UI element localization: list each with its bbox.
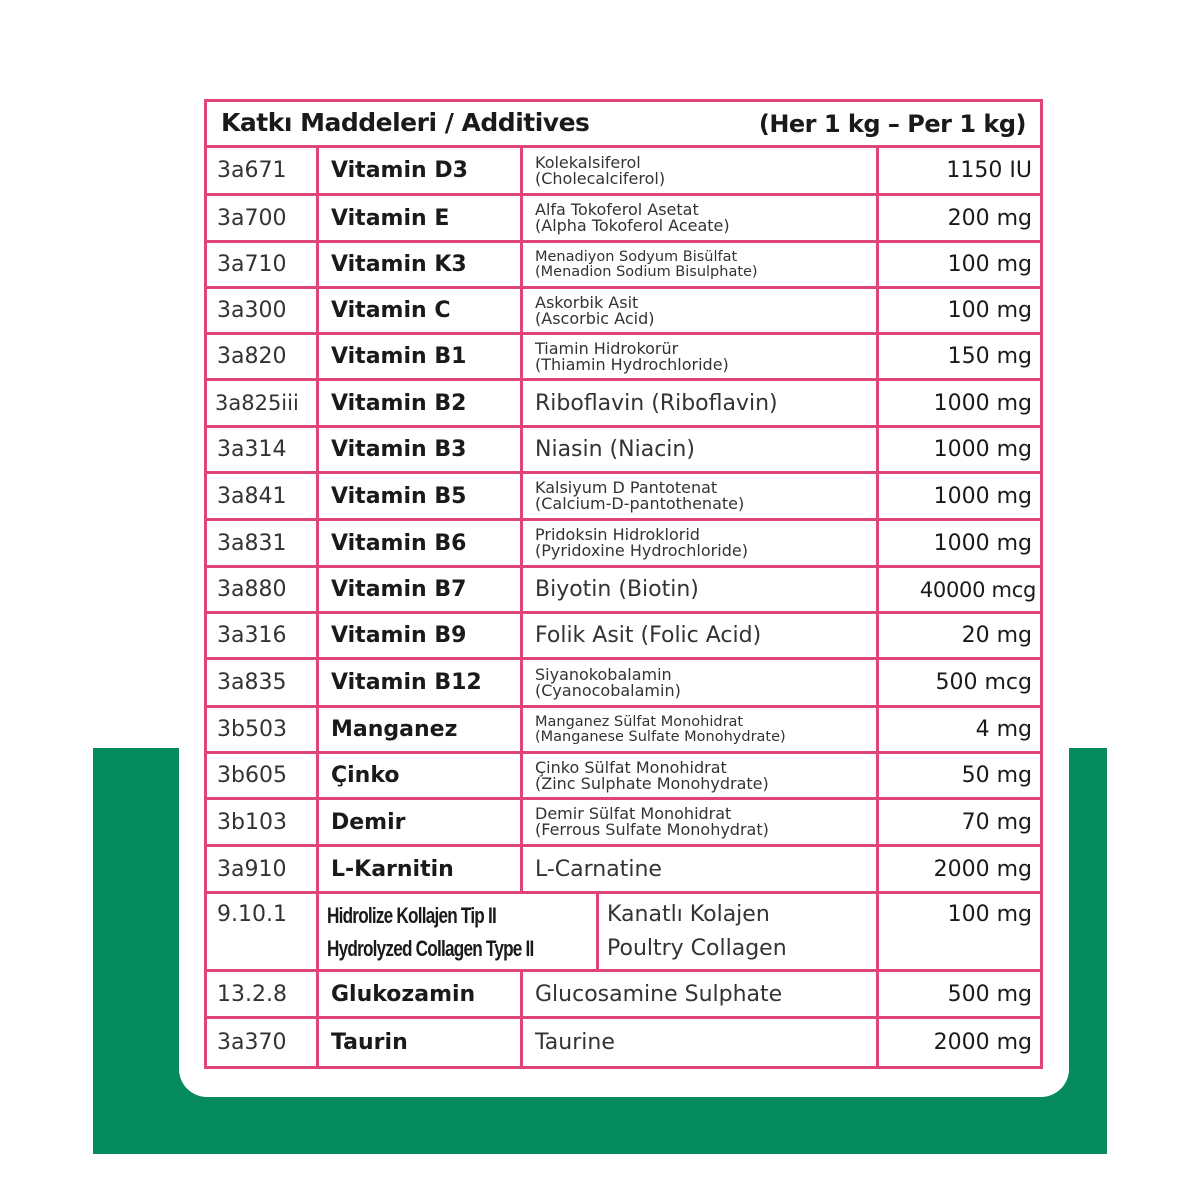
description-tr: Tiamin Hidrokorür [535,338,679,358]
description-tr: Pridoksin Hidroklorid [535,525,700,544]
description-en: (Menadion Sodium Bisulphate) [535,263,758,280]
table-row [207,894,1040,972]
table-title: Katkı Maddeleri / Additives [221,108,590,137]
additive-code: 3a700 [207,196,319,240]
description-tr: Çinko Sülfat Monohidrat [535,757,727,777]
table-row [207,800,1040,847]
additive-description: Biyotin (Biotin) [523,568,879,611]
description-en: (Zinc Sulphate Monohydrate) [535,773,769,793]
additive-amount: 4 mg [975,717,1032,742]
description-tr: Demir Sülfat Monohidrat [535,804,732,823]
additive-name: Vitamin B7 [319,568,523,611]
additive-description [523,708,879,751]
additive-amount: 2000 mg [933,856,1032,882]
table-row [207,972,1040,1019]
additive-description [523,148,879,193]
additive-code: 3a820 [207,335,319,378]
additive-amount: 1000 mg [933,530,1032,556]
description-tr: Manganez Sülfat Monohidrat [535,713,744,730]
additive-code: 3a300 [207,289,319,332]
additive-description [523,521,879,565]
additive-amount: 2000 mg [933,1030,1032,1055]
description-tr: Kalsiyum D Pantotenat [535,478,718,497]
description-en: (Cholecalciferol) [535,168,666,188]
additive-code: 3b503 [207,708,319,751]
table-row [207,708,1040,754]
additive-description: L-Carnatine [523,847,879,891]
description-tr: Siyanokobalamin [535,664,672,684]
additive-description [523,243,879,286]
additive-amount: 100 mg [947,298,1032,323]
additive-code: 3a671 [207,148,319,193]
name-en: Hydrolyzed Collagen Type II [327,935,534,961]
description-en: (Calcium-D-pantothenate) [535,494,745,513]
additive-code: 3a841 [207,474,319,518]
additive-description: Riboflavin (Riboflavin) [523,381,879,425]
additive-description [523,800,879,844]
description-en: (Ferrous Sulfate Monohydrat) [535,820,769,839]
additive-description [523,660,879,705]
additive-code: 3a831 [207,521,319,565]
description-en: (Manganese Sulfate Monohydrate) [535,728,786,745]
table-row [207,428,1040,474]
description-tr: Askorbik Asit [535,292,639,312]
additive-name: Vitamin B5 [319,474,523,518]
description-en: (Pyridoxine Hydrochloride) [535,541,748,560]
additive-name: L-Karnitin [319,847,523,891]
table-row [207,754,1040,800]
additive-name: Vitamin K3 [319,243,523,286]
additive-amount: 50 mg [961,763,1032,788]
additive-description [523,335,879,378]
table-row [207,660,1040,708]
table-row [207,381,1040,428]
additive-description [599,894,879,969]
description-en: (Cyanocobalamin) [535,680,681,700]
name-tr: Hidrolize Kollajen Tip II [327,902,496,928]
description-tr: Alfa Tokoferol Asetat [535,200,699,219]
additive-name: Vitamin D3 [319,148,523,193]
additive-amount: 100 mg [947,252,1032,277]
additive-code: 3a880 [207,568,319,611]
description-tr: Kanatlı Kolajen [607,901,770,927]
additive-amount: 40000 mcg [919,577,1036,602]
additive-description: Taurine [523,1019,879,1066]
additive-name: Glukozamin [319,972,523,1016]
table-row [207,148,1040,196]
additive-name: Vitamin B3 [319,428,523,471]
additive-name: Vitamin B6 [319,521,523,565]
additive-amount: 1000 mg [933,483,1032,509]
additive-description: Glucosamine Sulphate [523,972,879,1016]
additive-name [319,894,599,969]
additive-code: 13.2.8 [207,972,319,1016]
table-row [207,614,1040,660]
table-row [207,474,1040,521]
additive-amount: 500 mg [947,981,1032,1007]
table-row [207,847,1040,894]
additive-description [523,474,879,518]
additive-code: 3b103 [207,800,319,844]
additive-code: 3a316 [207,614,319,657]
additive-description: Niasin (Niacin) [523,428,879,471]
additive-amount: 20 mg [961,623,1032,648]
additive-amount: 500 mcg [935,670,1032,695]
additive-name: Vitamin B9 [319,614,523,657]
additive-amount: 200 mg [947,205,1032,231]
additive-code: 3a710 [207,243,319,286]
additive-amount: 100 mg [947,902,1032,927]
table-unit-header: (Her 1 kg – Per 1 kg) [758,110,1026,138]
table-row [207,289,1040,335]
additive-description [523,289,879,332]
additive-amount: 1150 IU [946,158,1032,183]
additive-code: 3a835 [207,660,319,705]
description-en: (Alpha Tokoferol Aceate) [535,216,730,235]
additive-code: 3a910 [207,847,319,891]
additive-name: Vitamin E [319,196,523,240]
table-row [207,521,1040,568]
additive-description: Folik Asit (Folic Acid) [523,614,879,657]
table-row [207,196,1040,243]
table-row [207,1019,1040,1066]
description-tr: Menadiyon Sodyum Bisülfat [535,248,738,265]
description-en: Poultry Collagen [607,935,787,961]
additive-code: 3b605 [207,754,319,797]
additive-name: Çinko [319,754,523,797]
additive-name: Taurin [319,1019,523,1066]
additive-name: Vitamin B2 [319,381,523,425]
table-row [207,243,1040,289]
additives-table [204,99,1043,1069]
description-tr: Kolekalsiferol [535,152,641,172]
additive-amount: 70 mg [961,809,1032,835]
additive-amount: 1000 mg [933,390,1032,416]
additive-code: 3a825iii [207,381,319,425]
table-header [207,102,1040,148]
additive-code: 9.10.1 [207,894,319,969]
additive-name: Vitamin B1 [319,335,523,378]
description-en: (Ascorbic Acid) [535,308,655,328]
additive-code: 3a314 [207,428,319,471]
additive-name: Manganez [319,708,523,751]
additive-amount: 1000 mg [933,437,1032,462]
table-row [207,568,1040,614]
additive-amount: 150 mg [947,344,1032,369]
additive-description [523,754,879,797]
description-en: (Thiamin Hydrochloride) [535,354,729,374]
additive-description [523,196,879,240]
additive-code: 3a370 [207,1019,319,1066]
table-row [207,335,1040,381]
additive-name: Vitamin C [319,289,523,332]
additive-name: Demir [319,800,523,844]
additive-name: Vitamin B12 [319,660,523,705]
